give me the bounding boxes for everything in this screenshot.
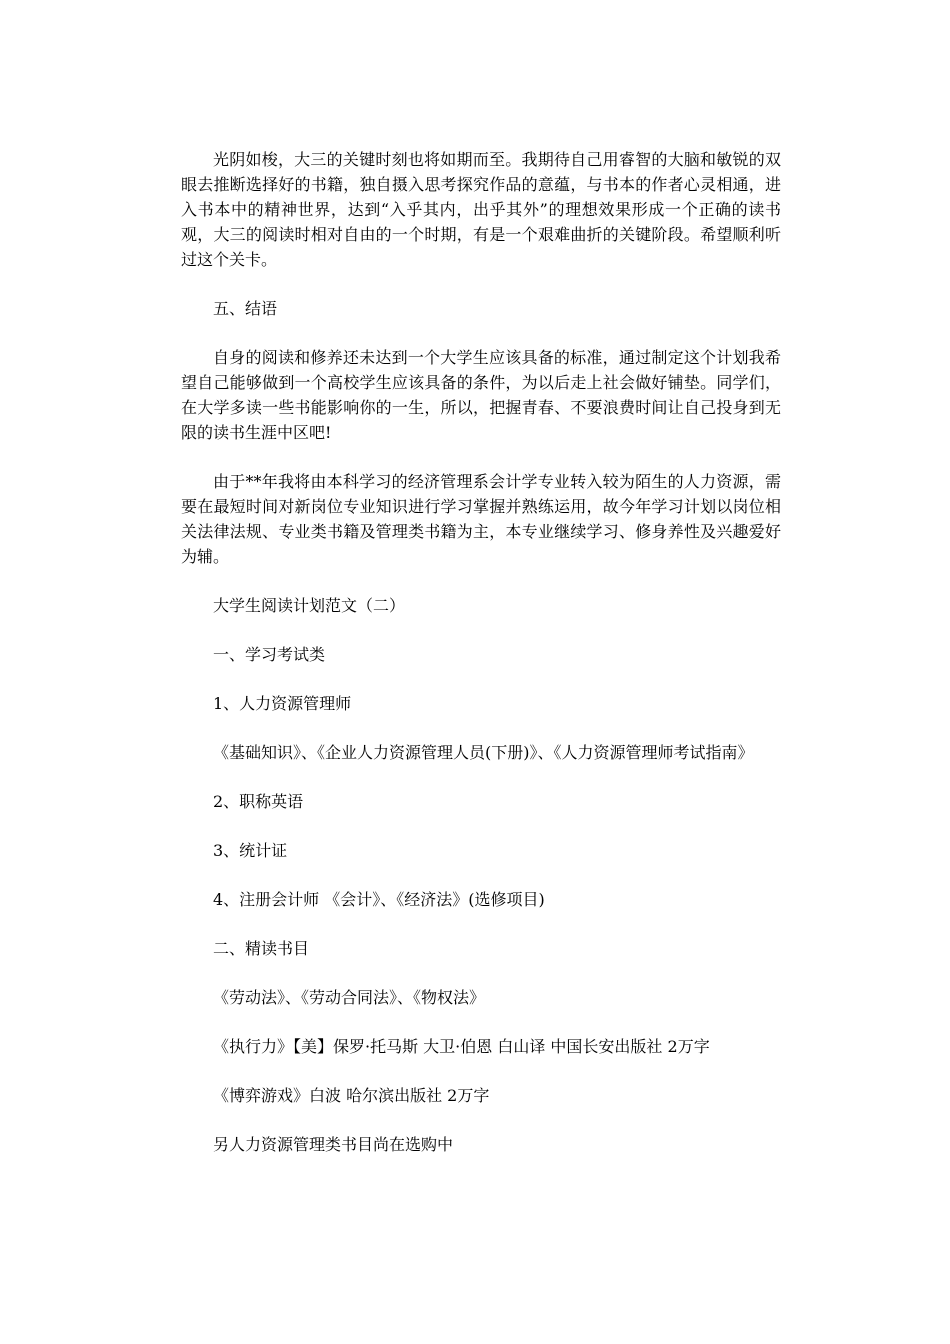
book-execution: 《执行力》【美】保罗·托马斯 大卫·伯恩 白山译 中国长安出版社 2万字: [213, 1037, 710, 1056]
heading-study-exams: 一、学习考试类: [213, 645, 326, 664]
list-item-cpa: 4、注册会计师 《会计》、《经济法》(选修项目): [213, 890, 545, 909]
heading-conclusion: 五、结语: [213, 299, 278, 318]
book-list-law: 《劳动法》、《劳动合同法》、《物权法》: [213, 988, 486, 1007]
book-game-theory: 《博弈游戏》白波 哈尔滨出版社 2万字: [213, 1086, 490, 1105]
document-body: [181, 147, 781, 1157]
paragraph-conclusion: 自身的阅读和修养还未达到一个大学生应该具备的标准，通过制定这个计划我希望自己能够做到一个高校学生应该具备的条件，为以后走上社会做好铺垫。同学们，在大学多读一些书能影响你的一生，所以，把握青春、不要浪费时间让自己投身到无限的读书生涯中区吧!: [181, 348, 781, 442]
heading-intensive-reading: 二、精读书目: [213, 939, 310, 958]
paragraph-plan: 由于**年我将由本科学习的经济管理系会计学专业转入较为陌生的人力资源，需要在最短时间对新岗位专业知识进行学习掌握并熟练运用，故今年学习计划以岗位相关法律法规、专业类书籍及管理类书籍为主，本专业继续学习、修身养性及兴趣爱好为辅。: [181, 472, 781, 566]
list-item-statistics: 3、统计证: [213, 841, 288, 860]
list-item-english: 2、职称英语: [213, 792, 304, 811]
paragraph-intro: 光阴如梭，大三的关键时刻也将如期而至。我期待自己用睿智的大脑和敏锐的双眼去推断选择好的书籍，独自摄入思考探究作品的意蕴，与书本的作者心灵相通，进入书本中的精神世界，达到“入乎其内，出乎其外”的理想效果形成一个正确的读书观，大三的阅读时相对自由的一个时期，有是一个艰难曲折的关键阶段。希望顺利听过这个关卡。: [181, 150, 781, 269]
heading-sample-two: 大学生阅读计划范文（二）: [213, 596, 406, 615]
paragraph-note: 另人力资源管理类书目尚在选购中: [213, 1135, 454, 1154]
paragraph-hr-books: 《基础知识》、《企业人力资源管理人员(下册)》、《人力资源管理师考试指南》: [213, 743, 754, 762]
list-item-hr-manager: 1、人力资源管理师: [213, 694, 352, 713]
